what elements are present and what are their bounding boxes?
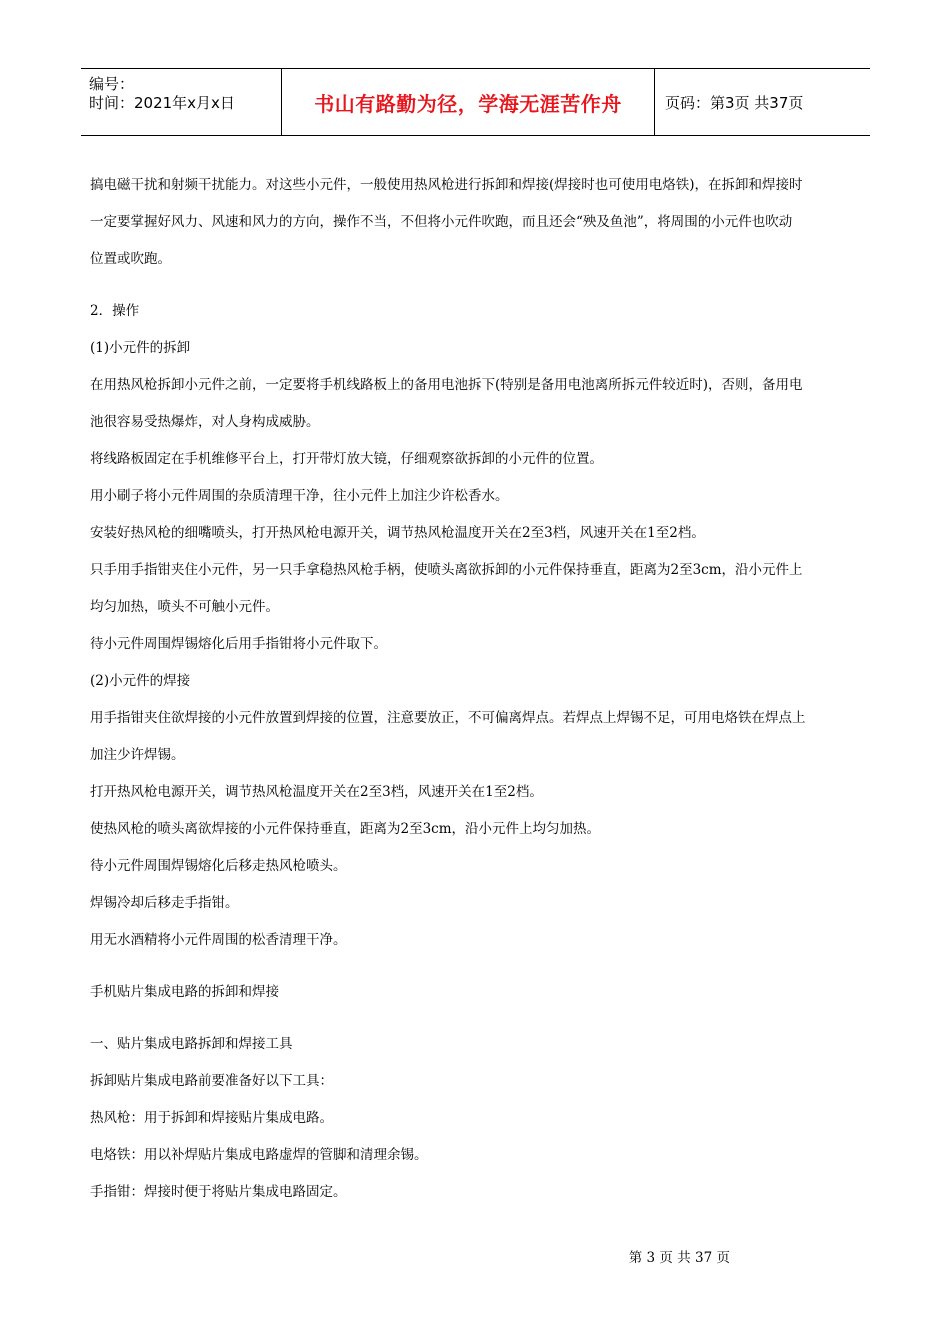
body-line: 待小元件周围焊锡熔化后移走热风枪喷头。 bbox=[90, 858, 347, 874]
body-line: 热风枪：用于拆卸和焊接贴片集成电路。 bbox=[90, 1110, 333, 1126]
header-meta-cell bbox=[81, 69, 282, 135]
document-header bbox=[81, 68, 870, 136]
body-line: 只手用手指钳夹住小元件，另一只手拿稳热风枪手柄，使喷头离欲拆卸的小元件保持垂直，距离为2至3cm，沿小元件上 bbox=[90, 562, 803, 578]
body-line: 使热风枪的喷头离欲焊接的小元件保持垂直，距离为2至3cm，沿小元件上均匀加热。 bbox=[90, 821, 601, 837]
body-line: 池很容易受热爆炸，对人身构成威胁。 bbox=[90, 414, 320, 430]
document-body bbox=[90, 167, 862, 1211]
body-line: 加注少许焊锡。 bbox=[90, 747, 185, 763]
body-line: 用小刷子将小元件周围的杂质清理干净，往小元件上加注少许松香水。 bbox=[90, 488, 509, 504]
body-line: 电烙铁：用以补焊贴片集成电路虚焊的管脚和清理余锡。 bbox=[90, 1147, 428, 1163]
document-date: 时间：2021年x月x日 bbox=[89, 94, 235, 112]
body-line: 用无水酒精将小元件周围的松香清理干净。 bbox=[90, 932, 347, 948]
body-line: 将线路板固定在手机维修平台上，打开带灯放大镜，仔细观察欲拆卸的小元件的位置。 bbox=[90, 451, 603, 467]
section-heading: 2．操作 bbox=[90, 303, 140, 319]
body-line: 打开热风枪电源开关，调节热风枪温度开关在2至3档，风速开关在1至2档。 bbox=[90, 784, 543, 800]
header-page-info: 页码：第3页 共37页 bbox=[665, 93, 804, 112]
footer-page-number: 第 3 页 共 37 页 bbox=[628, 1250, 730, 1266]
header-page-cell bbox=[655, 69, 870, 135]
body-line: 手指钳：焊接时便于将贴片集成电路固定。 bbox=[90, 1184, 347, 1200]
header-motto-cell bbox=[282, 69, 655, 135]
section-heading: 一、贴片集成电路拆卸和焊接工具 bbox=[90, 1036, 293, 1052]
body-line: 搞电磁干扰和射频干扰能力。对这些小元件，一般使用热风枪进行拆卸和焊接(焊接时也可使用电烙铁)，在拆卸和焊接时 bbox=[90, 177, 803, 193]
subsection-heading: (2)小元件的焊接 bbox=[90, 673, 191, 689]
document-number-label: 编号： bbox=[89, 75, 135, 93]
motto-text: 书山有路勤为径，学海无涯苦作舟 bbox=[314, 91, 622, 116]
body-line: 在用热风枪拆卸小元件之前，一定要将手机线路板上的备用电池拆下(特别是备用电池离所拆元件较近时)，否则，备用电 bbox=[90, 377, 803, 393]
body-line: 待小元件周围焊锡熔化后用手指钳将小元件取下。 bbox=[90, 636, 387, 652]
body-line: 位置或吹跑。 bbox=[90, 251, 171, 267]
body-line: 安装好热风枪的细嘴喷头，打开热风枪电源开关，调节热风枪温度开关在2至3档，风速开关在1至2档。 bbox=[90, 525, 705, 541]
subsection-heading: (1)小元件的拆卸 bbox=[90, 340, 191, 356]
body-line: 拆卸贴片集成电路前要准备好以下工具： bbox=[90, 1073, 333, 1089]
page-footer bbox=[0, 1246, 950, 1266]
body-line: 焊锡冷却后移走手指钳。 bbox=[90, 895, 239, 911]
body-line: 均匀加热，喷头不可触小元件。 bbox=[90, 599, 279, 615]
section-heading: 手机贴片集成电路的拆卸和焊接 bbox=[90, 984, 279, 1000]
body-line: 一定要掌握好风力、风速和风力的方向，操作不当，不但将小元件吹跑，而且还会“殃及鱼池”，将周围的小元件也吹动 bbox=[90, 214, 793, 230]
body-line: 用手指钳夹住欲焊接的小元件放置到焊接的位置，注意要放正，不可偏离焊点。若焊点上焊锡不足，可用电烙铁在焊点上 bbox=[90, 710, 806, 726]
